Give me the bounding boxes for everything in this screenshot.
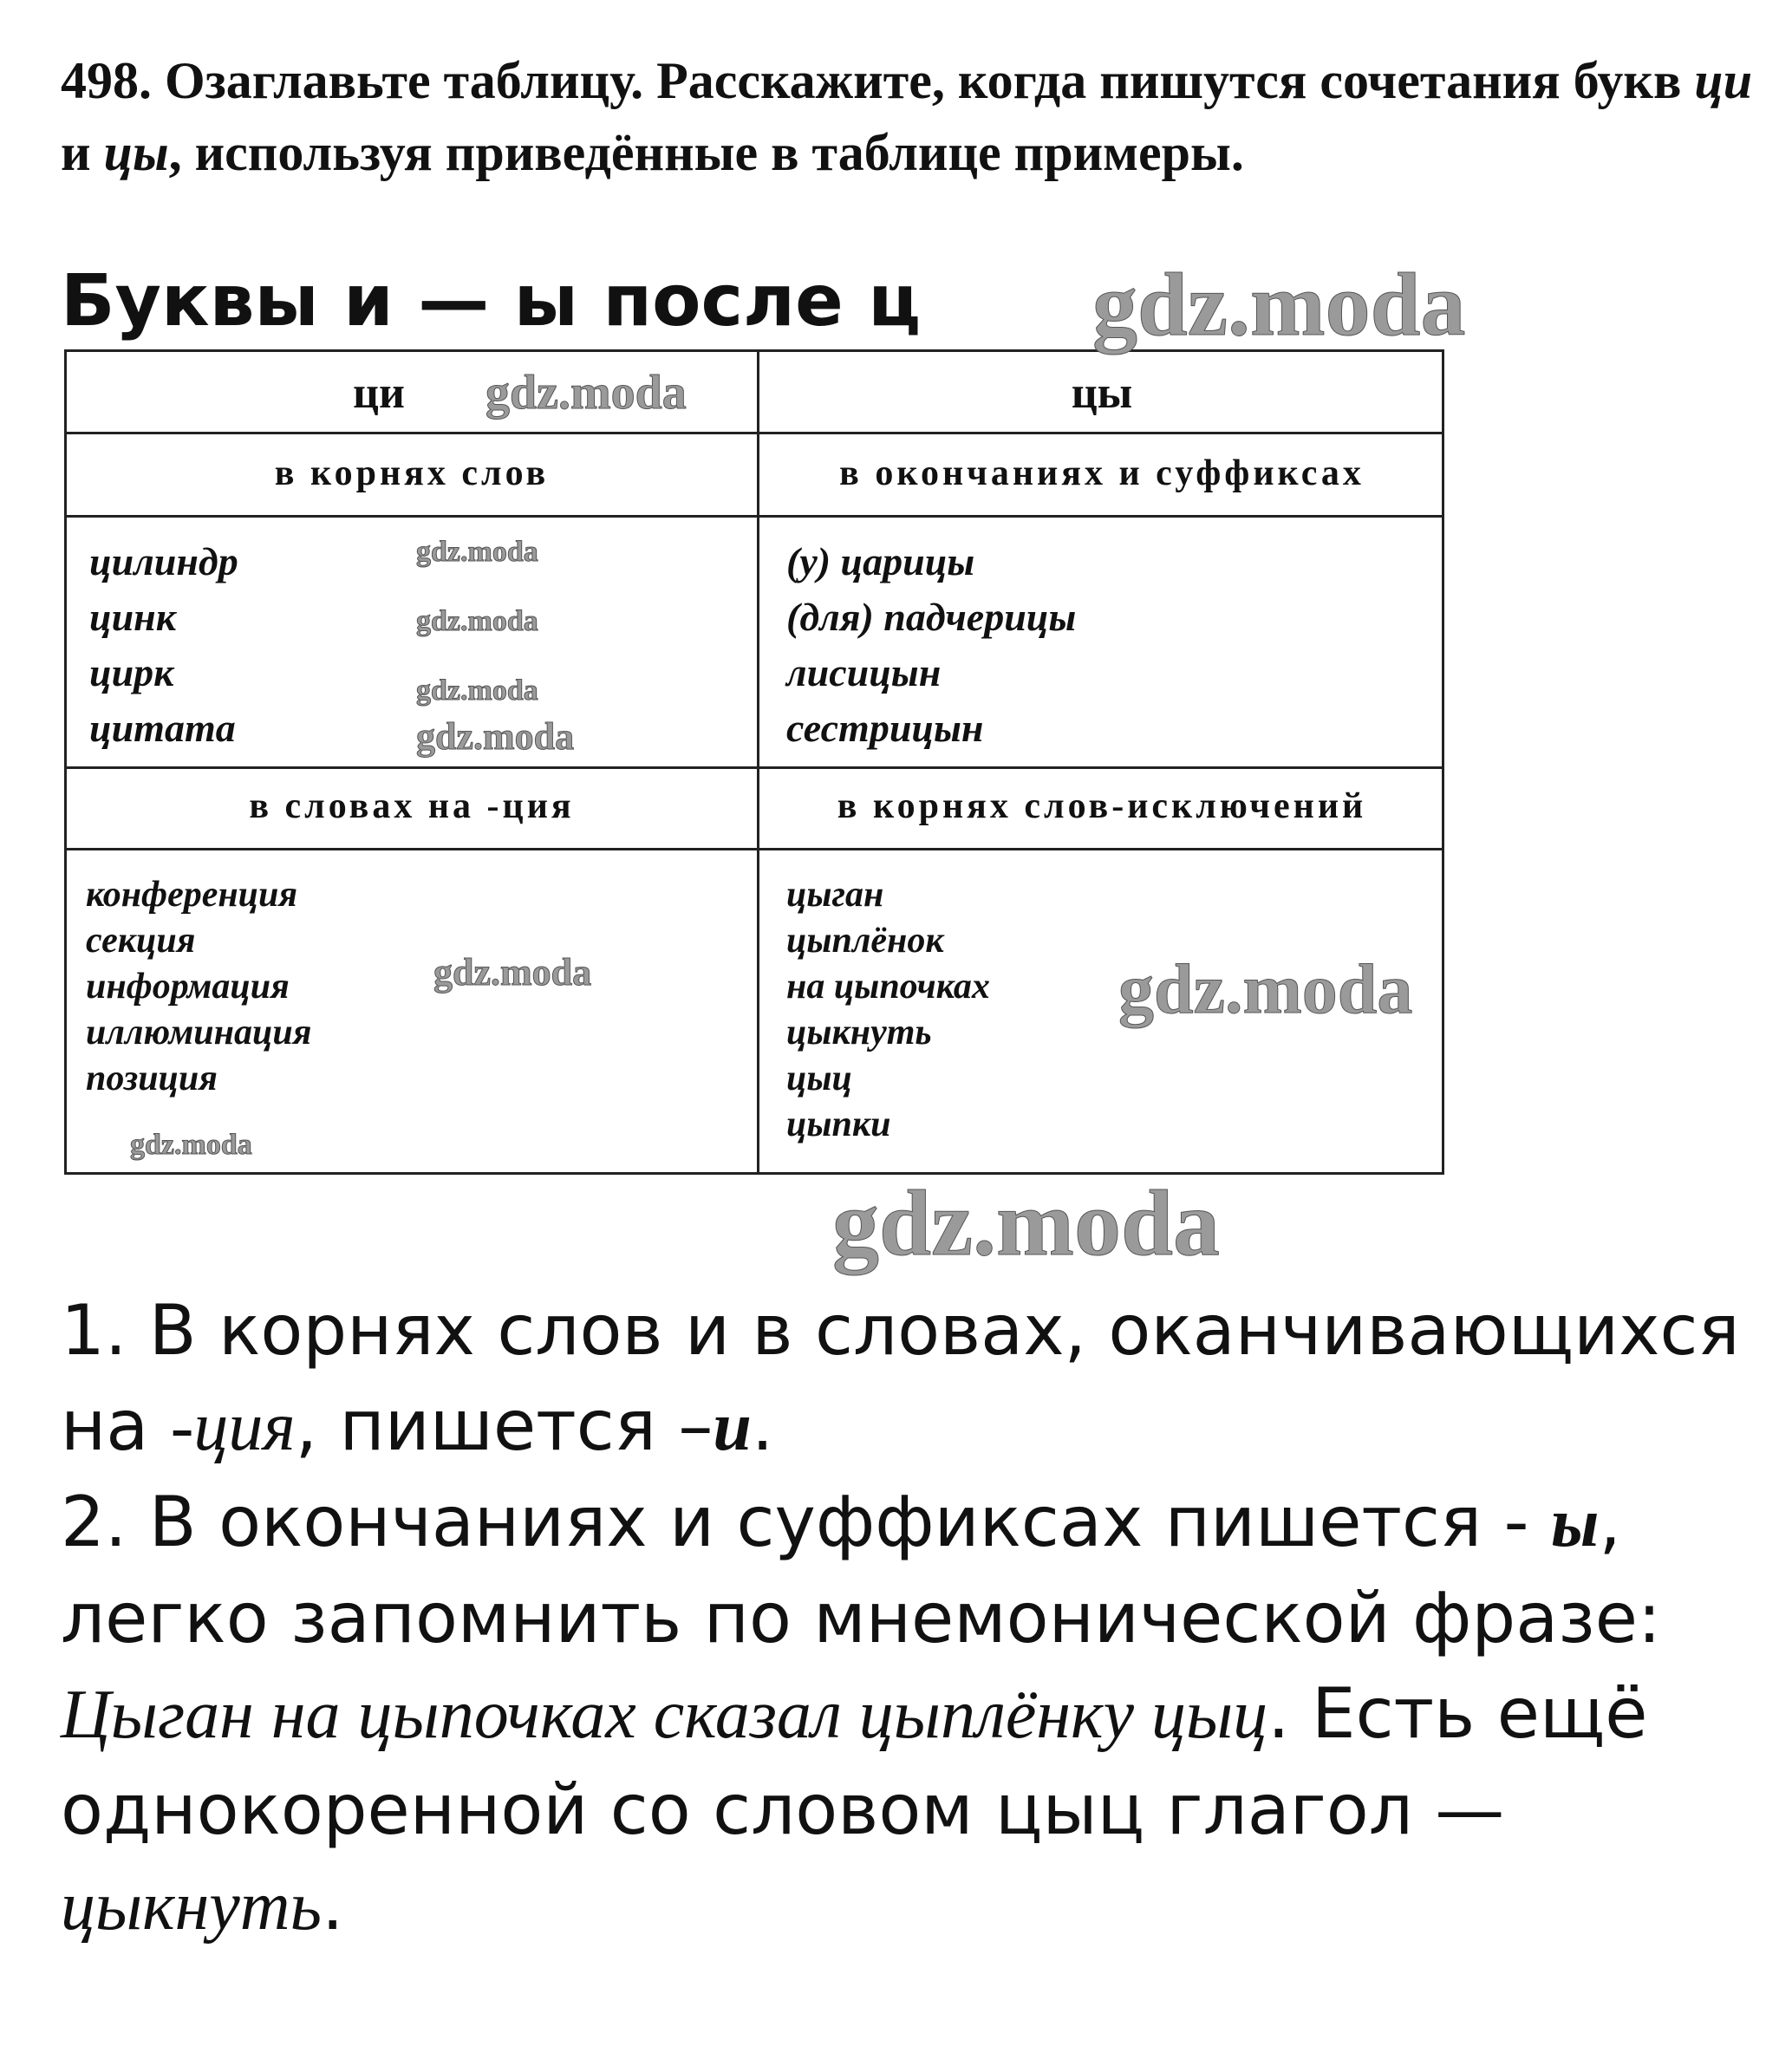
- row-divider: [67, 766, 1442, 769]
- word: (для) падчерицы: [786, 595, 1077, 639]
- header-cy: цы: [1071, 368, 1133, 418]
- section2-right-words: [786, 872, 990, 1148]
- table-title: Буквы и — ы после ц: [61, 260, 922, 342]
- task-number: 498.: [61, 52, 152, 109]
- answer-point-2: 2. В окончаниях и суффиксах пишется - ы, легко запомнить по мнемонической фразе: Цыган на цыпочках сказал цыплёнку цыц. Есть ещё однокоренной со словом цыц глагол — цыкнуть.: [61, 1482, 1661, 1945]
- watermark: gdz.moda: [1092, 255, 1466, 355]
- word: информация: [86, 967, 290, 1007]
- word: цыкнуть: [786, 1013, 932, 1052]
- watermark: gdz.moda: [130, 1129, 252, 1161]
- task-statement: 498. Озаглавьте таблицу. Расскажите, когда пишутся сочетания букв ци и цы, используя приведённые в таблице примеры.: [61, 52, 1753, 181]
- word: конференция: [86, 875, 298, 915]
- word: цыплёнок: [786, 921, 944, 961]
- row-divider: [67, 432, 1442, 434]
- word: иллюминация: [86, 1013, 312, 1052]
- row-divider: [67, 848, 1442, 850]
- word: секция: [86, 921, 196, 961]
- answer-text: [61, 1283, 1760, 1954]
- answer-point-1: 1. В корнях слов и в словах, оканчивающихся на -ция, пишется –и.: [61, 1290, 1740, 1466]
- word: лисицын: [786, 650, 942, 694]
- header-ci: ци: [353, 368, 405, 418]
- watermark: gdz.moda: [1118, 949, 1413, 1028]
- word: сестрицын: [786, 706, 984, 750]
- section2-left-words: [86, 872, 311, 1102]
- word: цыган: [786, 875, 884, 915]
- watermark: gdz.moda: [485, 366, 687, 420]
- section1-right-words: [786, 534, 1076, 756]
- section2-right-label: в корнях слов-исключений: [837, 786, 1367, 826]
- word: цилиндр: [89, 539, 238, 583]
- word: на цыпочках: [786, 967, 990, 1007]
- watermark: gdz.moda: [416, 605, 538, 637]
- word: цитата: [89, 706, 236, 750]
- row-divider: [67, 515, 1442, 518]
- watermark: gdz.moda: [416, 715, 575, 758]
- rules-table: [64, 349, 1444, 1175]
- word: цыпки: [786, 1104, 891, 1144]
- word: цирк: [89, 650, 174, 694]
- watermark: gdz.moda: [433, 951, 592, 994]
- watermark: gdz.moda: [416, 536, 538, 568]
- section1-right-label: в окончаниях и суффиксах: [839, 453, 1365, 493]
- watermark: gdz.moda: [832, 1172, 1221, 1275]
- word: цыц: [786, 1059, 852, 1098]
- watermark: gdz.moda: [416, 674, 538, 707]
- word: цинк: [89, 595, 177, 639]
- section1-left-label: в корнях слов: [274, 453, 550, 493]
- section2-left-label: в словах на -ция: [249, 786, 575, 826]
- word: (у) царицы: [786, 539, 975, 583]
- word: позиция: [86, 1059, 218, 1098]
- section1-left-words: [89, 534, 238, 756]
